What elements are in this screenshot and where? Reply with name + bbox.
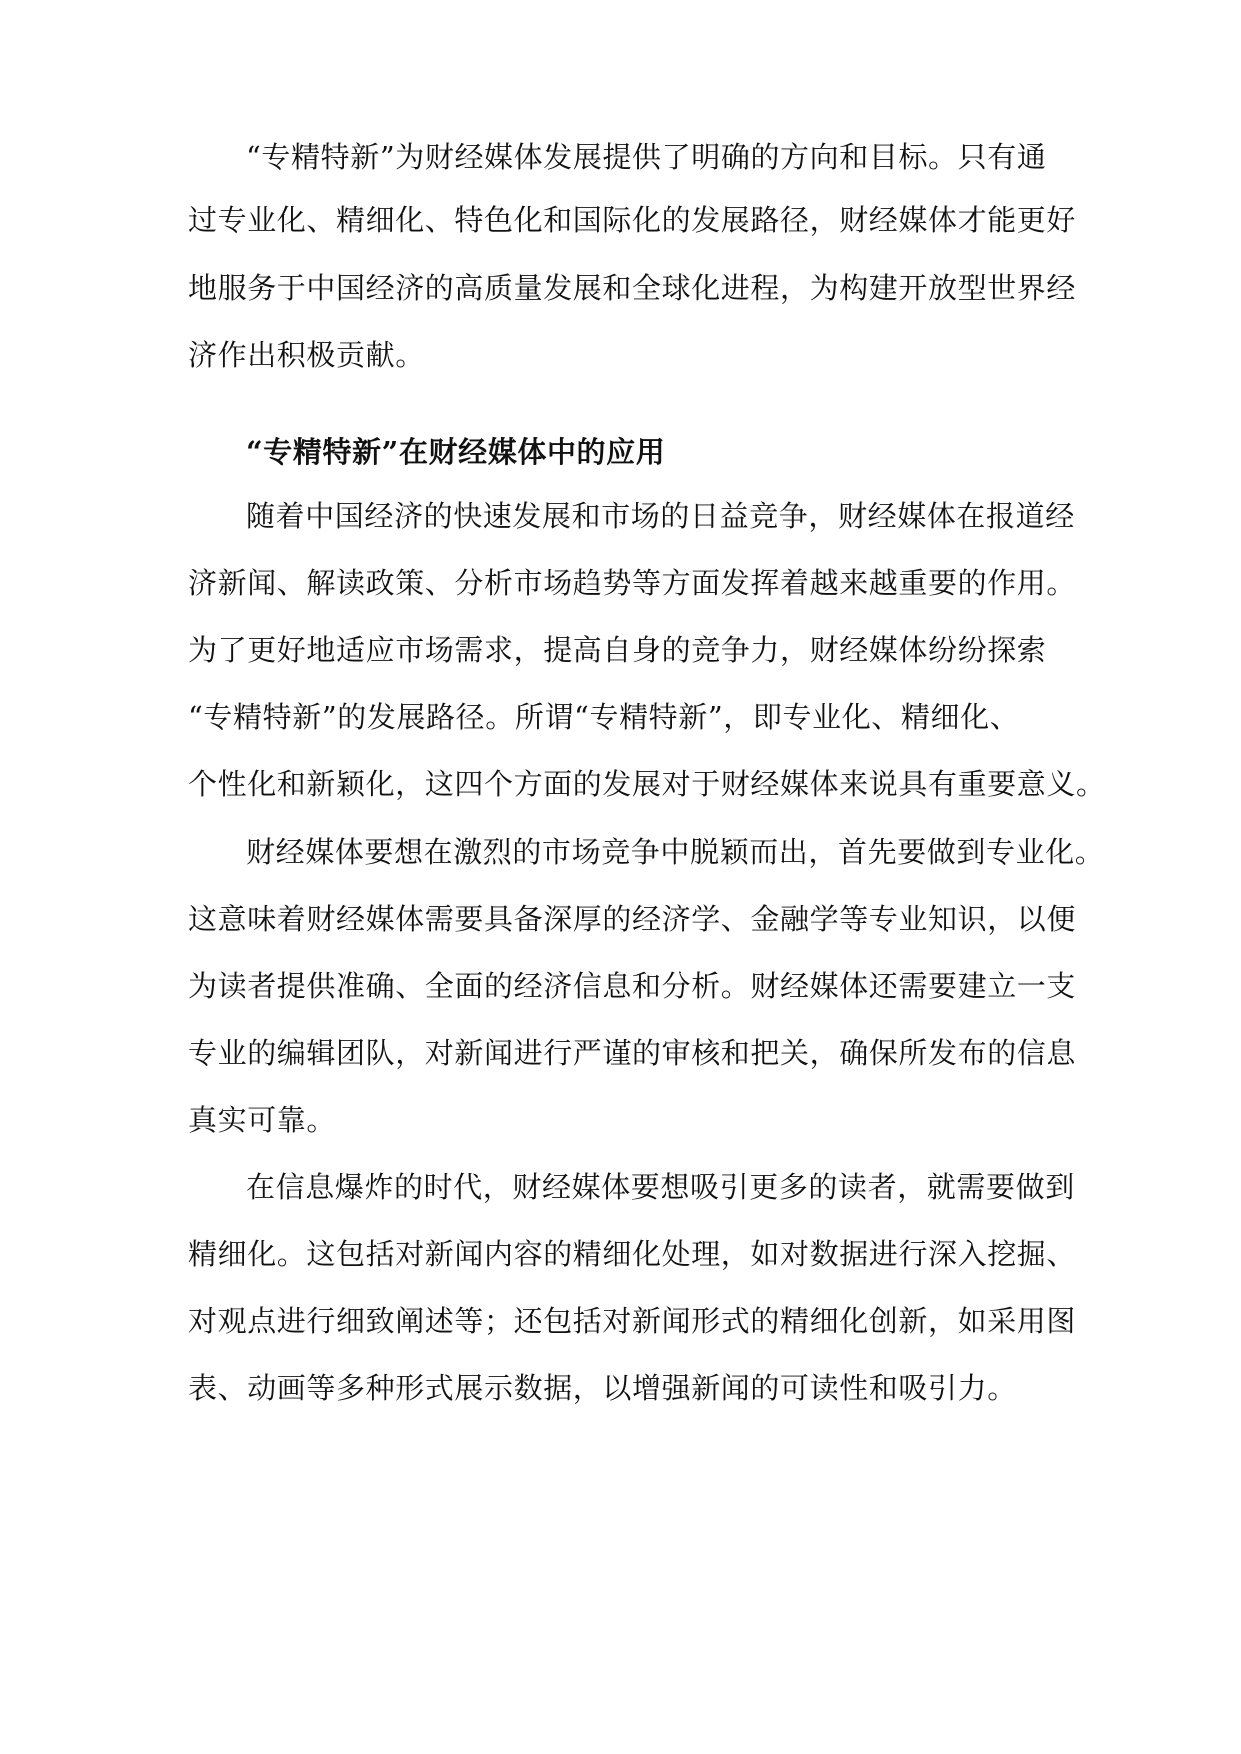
paragraph-1-line-4: 济作出积极贡献。 [188, 338, 425, 372]
paragraph-3-line-1: 财经媒体要想在激烈的市场竞争中脱颖而出，首先要做到专业化。 [246, 835, 1105, 869]
paragraph-1-line-1: “专精特新”为财经媒体发展提供了明确的方向和目标。只有通 [246, 140, 1047, 174]
paragraph-4-line-4: 表、动画等多种形式展示数据，以增强新闻的可读性和吸引力。 [188, 1371, 1017, 1405]
paragraph-2-line-3: 为了更好地适应市场需求，提高自身的竞争力，财经媒体纷纷探索 [188, 633, 1047, 667]
paragraph-3-line-5: 真实可靠。 [188, 1103, 337, 1137]
section-heading: “专精特新”在财经媒体中的应用 [246, 435, 666, 469]
paragraph-4-line-3: 对观点进行细致阐述等；还包括对新闻形式的精细化创新，如采用图 [188, 1304, 1077, 1338]
paragraph-2-line-4: “专精特新”的发展路径。所谓“专精特新”，即专业化、精细化、 [188, 700, 1020, 734]
paragraph-3-line-4: 专业的编辑团队，对新闻进行严谨的审核和把关，确保所发布的信息 [188, 1036, 1077, 1070]
paragraph-4-line-2: 精细化。这包括对新闻内容的精细化处理，如对数据进行深入挖掘、 [188, 1237, 1077, 1271]
paragraph-1-line-3: 地服务于中国经济的高质量发展和全球化进程，为构建开放型世界经 [188, 271, 1077, 305]
paragraph-2-line-1: 随着中国经济的快速发展和市场的日益竞争，财经媒体在报道经 [246, 499, 1075, 533]
paragraph-1-line-2: 过专业化、精细化、特色化和国际化的发展路径，财经媒体才能更好 [188, 203, 1077, 237]
paragraph-2-line-5: 个性化和新颖化，这四个方面的发展对于财经媒体来说具有重要意义。 [188, 767, 1106, 801]
paragraph-3-line-2: 这意味着财经媒体需要具备深厚的经济学、金融学等专业知识，以便 [188, 902, 1077, 936]
paragraph-4-line-1: 在信息爆炸的时代，财经媒体要想吸引更多的读者，就需要做到 [246, 1170, 1075, 1204]
paragraph-3-line-3: 为读者提供准确、全面的经济信息和分析。财经媒体还需要建立一支 [188, 969, 1077, 1003]
paragraph-2-line-2: 济新闻、解读政策、分析市场趋势等方面发挥着越来越重要的作用。 [188, 566, 1077, 600]
